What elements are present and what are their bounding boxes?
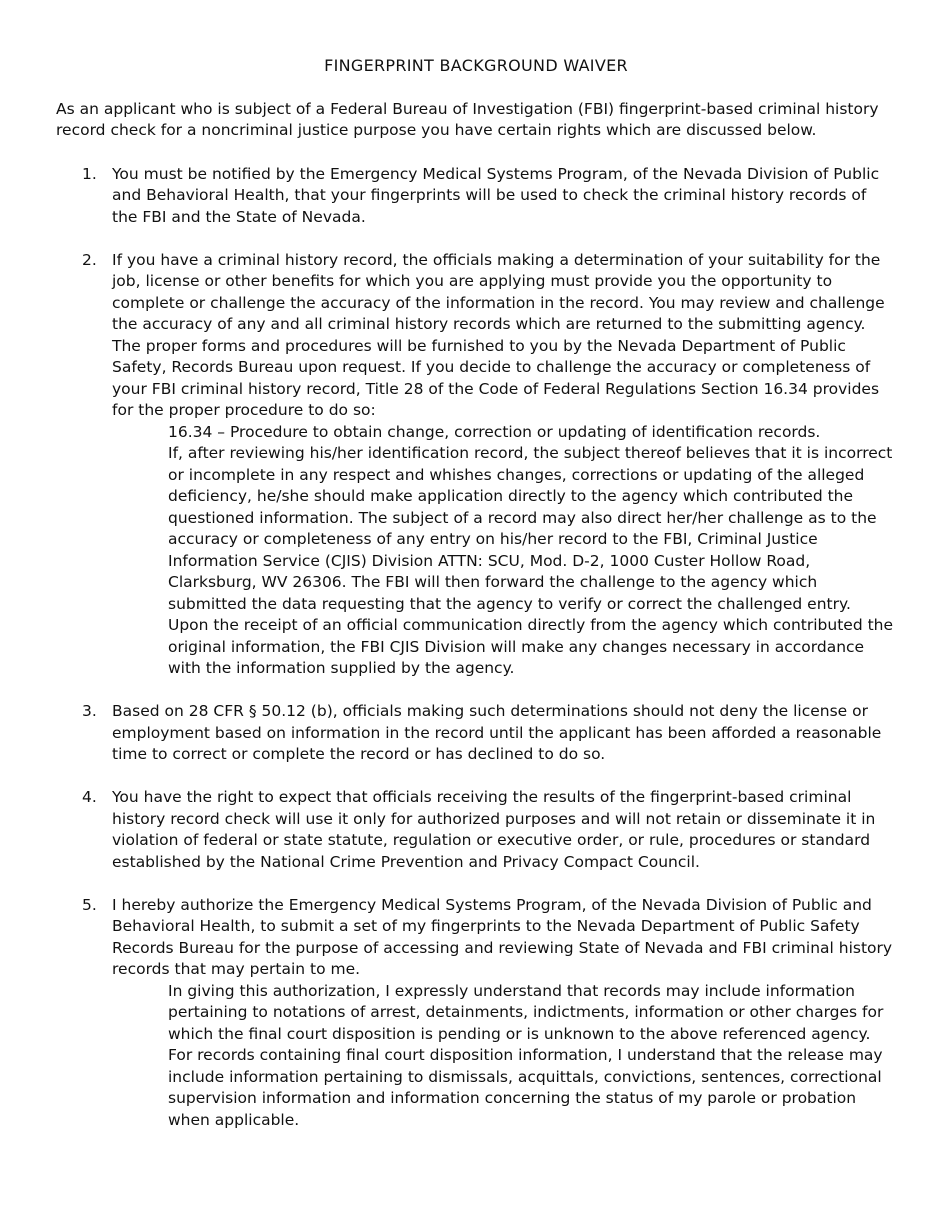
item-number: 5. [82,895,97,914]
intro-paragraph: As an applicant who is subject of a Federal Bureau of Investigation (FBI) fingerprint-based criminal history record check for a noncriminal justice purpose you have certain rights which are discussed below. [56,99,879,139]
item-number: 3. [82,702,97,720]
list-item [56,787,896,873]
item-number: 4. [82,788,97,806]
cfr-section-heading: 16.34 – Procedure to obtain change, correction or updating of identification records. [168,422,821,441]
item-text: If you have a criminal history record, the officials making a determination of your suitability for the job, license or other benefits for which you are applying must provide you the opportunity to complete or challenge the accuracy of the information in the record. You may review and challenge the accuracy of any and all criminal history records which are returned to the submitting agency. The proper forms and procedures will be furnished to you by the Nevada Department of Public Safety, Records Bureau upon request. If you decide to challenge the accuracy or completeness of your FBI criminal history record, Title 28 of the Code of Federal Regulations Section 16.34 provides for the proper procedure to do so: [112,250,885,419]
item-number: 2. [82,250,97,269]
list-item [56,250,896,680]
document-title: FINGERPRINT BACKGROUND WAIVER [324,56,628,75]
item-text: You have the right to expect that officials receiving the results of the fingerprint-based criminal history record check will use it only for authorized purposes and will not retain or disseminate it in violation of federal or state statute, regulation or executive order, or rule, procedures or standard established by the National Crime Prevention and Privacy Compact Council. [112,788,876,871]
list-item [56,701,896,766]
item-text: You must be notified by the Emergency Medical Systems Program, of the Nevada Division of Public and Behavioral Health, that your fingerprints will be used to check the criminal history records of the FBI and the State of Nevada. [112,164,880,226]
item-text: Based on 28 CFR § 50.12 (b), officials making such determinations should not deny the license or employment based on information in the record until the applicant has been afforded a reasonable time to correct or complete the record or has declined to do so. [112,702,882,763]
list-item [56,895,896,1132]
list-item [56,164,896,229]
item-number: 1. [82,164,97,183]
document-page [56,55,896,1153]
cfr-section-text: If, after reviewing his/her identification record, the subject thereof believes that it is incorrect or incomplete in any respect and whishes changes, corrections or updating of the alleged deficiency, he/she should make application directly to the agency which contributed the questioned information. The subject of a record may also direct her/her challenge as to the accuracy or completeness of any entry on his/her record to the FBI, Criminal Justice Information Service (CJIS) Division ATTN: SCU, Mod. D-2, 1000 Custer Hollow Road, Clarksburg, WV 26306. The FBI will then forward the challenge to the agency which submitted the data requesting that the agency to verify or correct the challenged entry. Upon the receipt of an official communication directly from the agency which contributed the original information, the FBI CJIS Division will make any changes necessary in accordance with the information supplied by the agency. [168,444,894,677]
authorization-detail: In giving this authorization, I expressly understand that records may include information pertaining to notations of arrest, detainments, indictments, information or other charges for which the final court disposition is pending or is unknown to the above referenced agency. For records containing final court disposition information, I understand that the release may include information pertaining to dismissals, acquittals, convictions, sentences, correctional supervision information and information concerning the status of my parole or probation when applicable. [168,981,884,1129]
item-text: I hereby authorize the Emergency Medical Systems Program, of the Nevada Division of Public and Behavioral Health, to submit a set of my fingerprints to the Nevada Department of Public Safety Records Bureau for the purpose of accessing and reviewing State of Nevada and FBI criminal history records that may pertain to me. [112,895,893,978]
rights-list [56,164,896,1132]
